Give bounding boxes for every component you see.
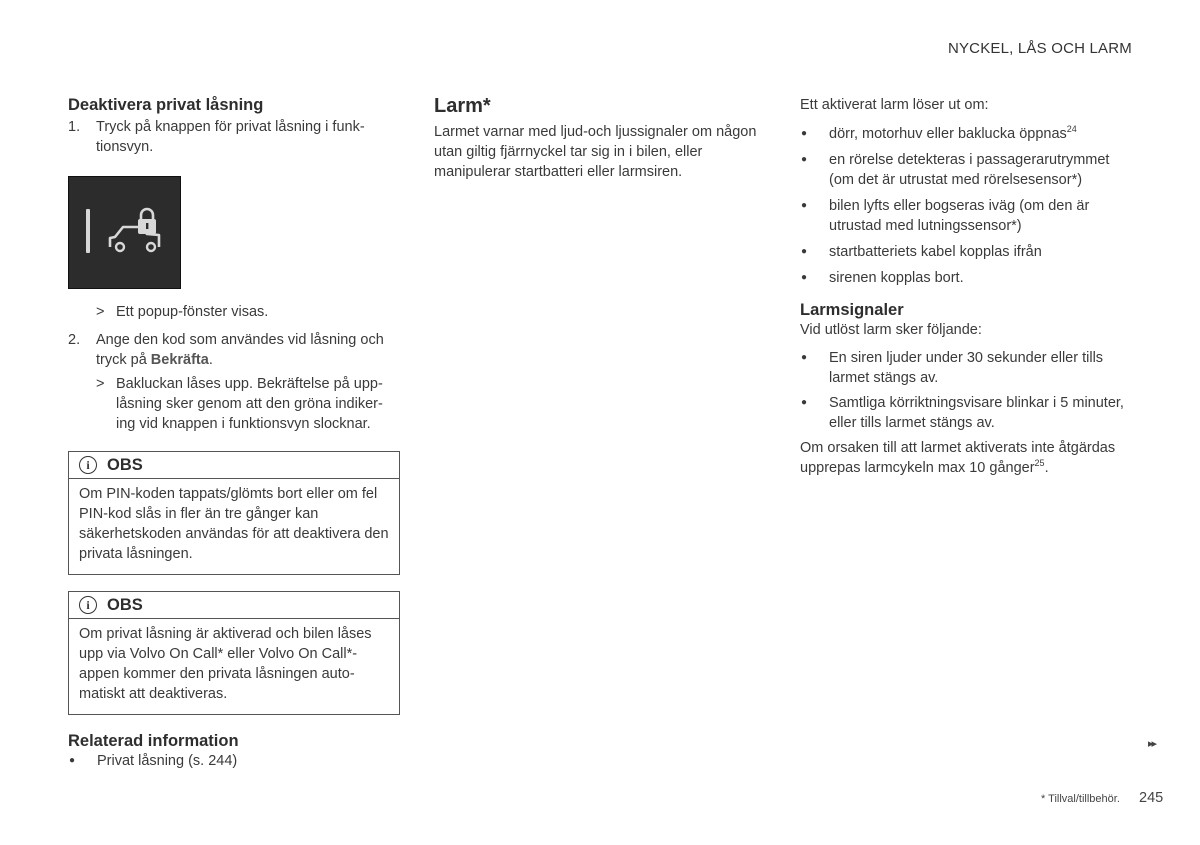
step-2-result <box>96 374 400 434</box>
outro-text: Om orsaken till att larmet aktiverats inte åtgärdas upprepas larmcykeln max 10 gånger <box>800 440 1116 476</box>
result-arrow: > <box>96 304 105 320</box>
info-icon: i <box>79 456 97 474</box>
result-arrow: > <box>96 376 105 392</box>
list-item <box>800 393 1135 433</box>
step-text-pre: Ange den kod som användes vid låsning och tryck på <box>96 332 384 368</box>
related-link-text[interactable]: Privat låsning (s. 244) <box>97 753 238 769</box>
section-heading-deactivate: Deaktivera privat låsning <box>68 96 264 114</box>
list-item <box>800 124 1135 144</box>
signals-list <box>800 348 1135 433</box>
signal-text: En siren ljuder under 30 sekunder eller tills larmet stängs av. <box>829 350 1104 386</box>
trigger-text: en rörelse detekteras i passagerarutrymmet (om det är utrustat med rörelsesensor*) <box>829 152 1110 188</box>
result-text: Ett popup-fönster visas. <box>116 304 269 320</box>
signals-heading: Larmsignaler <box>800 301 904 319</box>
result-text: Bakluckan låses upp. Bekräftelse på upp-låsning sker genom att den gröna indiker-ing vid knappen i funktionsvyn slocknar. <box>116 376 383 432</box>
page-number: 245 <box>1139 790 1164 806</box>
trigger-text: bilen lyfts eller bogseras iväg (om den är utrustad med lutningssensor*) <box>829 198 1090 234</box>
obs-box-pin <box>68 451 400 575</box>
trigger-text: dörr, motorhuv eller baklucka öppnas <box>829 126 1067 142</box>
step-text: Tryck på knappen för privat låsning i funk-tionsvyn. <box>96 119 365 155</box>
step-1-result <box>96 302 400 322</box>
bullet-icon: ● <box>801 200 808 211</box>
continue-arrows-icon: ▸▸ <box>1148 738 1156 750</box>
step-text <box>96 330 400 370</box>
bullet-icon: ● <box>801 272 808 283</box>
trigger-text: startbatteriets kabel kopplas ifrån <box>829 244 1042 260</box>
obs-title: OBS <box>107 455 143 474</box>
obs-title: OBS <box>107 595 143 614</box>
step-2 <box>68 330 400 370</box>
list-item-text <box>829 124 1077 144</box>
obs-header <box>69 592 399 619</box>
alarm-description: Larmet varnar med ljud-och ljussignaler om någon utan giltig fjärrnyckel tar sig in i bilen, eller manipulerar startbatteri eller larmsiren. <box>434 124 757 180</box>
alarm-trigger-intro: Ett aktiverat larm löser ut om: <box>800 97 989 113</box>
trigger-text: sirenen kopplas bort. <box>829 270 964 286</box>
signal-text: Samtliga körriktningsvisare blinkar i 5 minuter, eller tills larmet stängs av. <box>829 395 1124 431</box>
bullet-icon: ● <box>801 246 808 257</box>
obs-header <box>69 452 399 479</box>
footnote-ref: 25 <box>1034 458 1045 468</box>
list-item <box>800 242 1135 262</box>
alarm-trigger-list <box>800 124 1135 288</box>
vertical-bar-indicator <box>86 209 90 253</box>
list-item <box>800 196 1135 236</box>
column-middle <box>434 95 769 182</box>
column-left <box>68 95 400 771</box>
info-icon: i <box>79 596 97 614</box>
column-right <box>800 95 1135 478</box>
related-list <box>68 751 400 771</box>
step-number: 2. <box>68 332 81 348</box>
related-link[interactable] <box>68 751 400 771</box>
footnote-ref: 24 <box>1066 124 1077 134</box>
list-item <box>800 268 1135 288</box>
bullet-icon: ● <box>801 352 808 363</box>
obs-box-voc <box>68 591 400 715</box>
footnote-accessory: * Tillval/tillbehör. <box>1041 793 1120 805</box>
step-1 <box>68 117 400 157</box>
bullet-icon: ● <box>801 154 808 165</box>
list-item <box>800 150 1135 190</box>
section-heading-alarm: Larm* <box>434 95 491 117</box>
related-heading: Relaterad information <box>68 732 239 750</box>
outro-end: . <box>1044 460 1049 476</box>
car-trunk-lock-icon <box>107 207 163 253</box>
private-lock-button-image <box>68 176 181 289</box>
step-number: 1. <box>68 119 81 135</box>
alarm-outro <box>800 438 1135 478</box>
bullet-icon: ● <box>801 397 808 408</box>
page-header-title: NYCKEL, LÅS OCH LARM <box>947 40 1132 57</box>
confirm-label: Bekräfta <box>150 352 209 368</box>
list-item <box>800 348 1135 388</box>
bullet-icon: ● <box>69 755 76 766</box>
obs-body: Om PIN-koden tappats/glömts bort eller om fel PIN-kod slås in fler än tre gånger kan säkerhetskoden användas för att deaktivera den privata låsningen. <box>79 486 389 562</box>
obs-body: Om privat låsning är aktiverad och bilen låses upp via Volvo On Call* eller Volvo On Call*-appen kommer den privata låsningen auto-matiskt att deaktiveras. <box>79 626 372 702</box>
bullet-icon: ● <box>801 128 808 139</box>
step-text-post: . <box>208 352 213 368</box>
signals-intro: Vid utlöst larm sker följande: <box>800 322 982 338</box>
